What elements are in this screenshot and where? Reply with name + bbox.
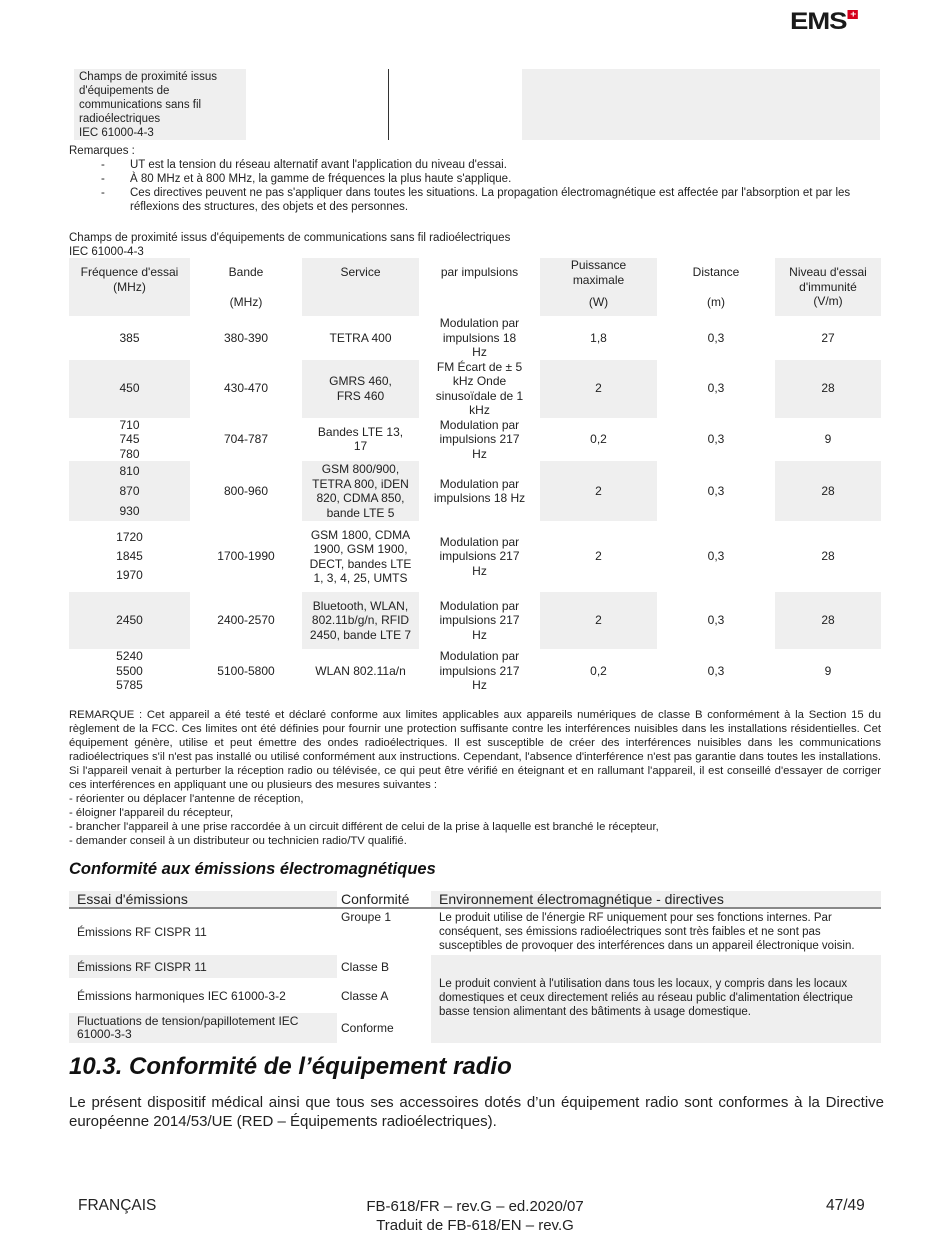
ems-logo: EMS + <box>790 8 858 36</box>
cell-line: Champs de proximité issus <box>79 71 218 83</box>
measure-item: - brancher l'appareil à une prise raccordée à un circuit différent de celui de la prise à laquelle est branché le récepteur, <box>69 821 659 833</box>
table-row: 710 745 780 704-787 Bandes LTE 13, 17 Modulation par impulsions 217 Hz 0,2 0,3 9 <box>119 417 832 461</box>
remarks-block <box>69 144 889 214</box>
table-row: Fluctuations de tension/papillotement IEC 61000-3-3 Conforme <box>69 1013 881 1043</box>
swiss-cross-icon: + <box>848 10 858 19</box>
table-divider <box>388 69 389 140</box>
emissions-heading: Conformité aux émissions électromagnétiques <box>69 860 436 878</box>
remark-item: - À 80 MHz et à 800 MHz, la gamme de fréquences la plus haute s'applique. <box>101 173 512 185</box>
measure-item: - réorienter ou déplacer l'antenne de réception, <box>69 793 304 805</box>
proximity-table <box>69 258 881 693</box>
col-header-power: Puissance maximale (W) <box>540 258 657 316</box>
table-row: Émissions RF CISPR 11 Groupe 1 Le produit utilise de l'énergie RF uniquement pour ses fonctions internes. Par conséquent, ses émissions radioélectriques sont très faibles et ne sont pas susceptibles de provoquer des interférences dans un appareil électronique voisin. <box>77 910 855 952</box>
table-row: 1720 1845 1970 1700-1990 GSM 1800, CDMA 1900, GSM 1900, DECT, bandes LTE 1, 3, 4, 25, UMTS Modulation par impulsions 217 Hz 2 0,3 28 <box>116 527 835 585</box>
remark-item: - UT est la tension du réseau alternatif avant l'application du niveau d'essai. <box>101 159 507 171</box>
cell-line: d'équipements de <box>79 85 170 97</box>
table-header-row <box>69 891 881 908</box>
col-header-distance: Distance (m) <box>692 265 740 309</box>
proximity-table-title: Champs de proximité issus d'équipements de communications sans fil radioélectriques IEC 61000-4-3 <box>69 232 511 258</box>
section-heading: 10.3. Conformité de l’équipement radio <box>69 1053 512 1080</box>
col-header-modulation: par impulsions <box>440 265 519 279</box>
measure-item: - éloigner l'appareil du récepteur, <box>69 807 234 819</box>
table-row: Émissions harmoniques IEC 61000-3-2 Classe A <box>77 988 389 1003</box>
top-table-label-cell <box>74 69 246 140</box>
cell-line: IEC 61000-4-3 <box>79 127 154 139</box>
fcc-remark: REMARQUE : Cet appareil a été testé et déclaré conforme aux limites applicables aux appareils numériques de classe B conformément à la Section 15 du règlement de la FCC. Ces limites ont été définies pour fournir une protection suffisante contre les interférences nuisibles dans les installations résidentielles. Cet équipement génère, utilise et peut émettre des ondes radioélectriques. Il est susceptible de créer des interférences nuisibles dans les communications radioélectriques s'il n'est pas installé ou utilisé conformément aux instructions. Cependant, l'absence d'interférence n'est pas garantie dans toutes les installations. Si l'appareil venait à perturber la réception radio ou télévisée, ce qui peut être vérifié en éteignant et en rallumant l'appareil, il est conseillé d'essayer de corriger ces interférences en appliquant une ou plusieurs des mesures suivantes : - réorienter ou déplacer l'antenne de réception, - éloigner l'appareil du récepteur, - brancher l'appareil à une prise raccordée à un circuit différent de celui de la prise à laquelle est branché le récepteur, - demander conseil à un distributeur ou technicien radio/TV qualifié. <box>69 709 881 847</box>
measure-item: - demander conseil à un distributeur ou technicien radio/TV qualifié. <box>69 835 407 847</box>
table-row: Émissions RF CISPR 11 Classe B Le produit convient à l'utilisation dans tous les locaux, y compris dans les locaux domestiques et ceux directement reliés au réseau public d'alimentation électrique basse tension alimentant des bâtiments à usage domestique. <box>69 955 881 978</box>
table-row: 385 380-390 TETRA 400 Modulation par impulsions 18 Hz 1,8 0,3 27 <box>119 316 835 359</box>
col-header-test: Essai d'émissions <box>69 891 337 908</box>
cell-line: communications sans fil <box>79 99 202 111</box>
table-row: 450 430-470 GMRS 460, FRS 460 FM Écart de ± 5 kHz Onde sinusoïdale de 1 kHz 2 0,3 28 <box>69 360 881 418</box>
top-table-empty-cell <box>522 69 880 140</box>
table-row: 810 870 930 800-960 GSM 800/900, TETRA 800, iDEN 820, CDMA 850, bande LTE 5 Modulation par impulsions 18 Hz 2 0,3 28 <box>69 461 881 521</box>
table-row: 5240 5500 5785 5100-5800 WLAN 802.11a/n Modulation par impulsions 217 Hz 0,2 0,3 9 <box>116 649 832 692</box>
col-header-level: Niveau d'essai d'immunité (V/m) <box>775 258 881 316</box>
table-header-row <box>69 258 881 316</box>
col-header-band: Bande (MHz) <box>228 265 264 309</box>
col-header-frequency: Fréquence d'essai (MHz) <box>69 258 190 316</box>
remark-item: - Ces directives peuvent ne pas s'appliquer dans toutes les situations. La propagation électromagnétique est affectée par l'absorption et par les réflexions des structures, des objets et des personnes. <box>101 187 851 213</box>
col-header-guidance: Environnement électromagnétique - directives <box>431 891 881 908</box>
footer-doc-ref: FB-618/FR – rev.G – ed.2020/07 Traduit de FB-618/EN – rev.G <box>366 1198 584 1234</box>
footer-language: FRANÇAIS <box>78 1197 157 1214</box>
col-header-service: Service <box>302 258 419 316</box>
col-header-compliance: Conformité <box>337 891 431 908</box>
page-number: 47/49 <box>826 1197 865 1214</box>
emissions-table <box>69 891 881 1043</box>
cell-line: radioélectriques <box>79 113 161 125</box>
section-body: Le présent dispositif médical ainsi que tous ses accessoires dotés d’un équipement radio sont conformes à la Directive européenne 2014/53/UE (RED – Équipements radioélectriques). <box>69 1094 884 1130</box>
table-row: 2450 2400-2570 Bluetooth, WLAN, 802.11b/g/n, RFID 2450, bande LTE 7 Modulation par impulsions 217 Hz 2 0,3 28 <box>69 592 881 649</box>
remarks-title: Remarques : <box>69 145 135 157</box>
